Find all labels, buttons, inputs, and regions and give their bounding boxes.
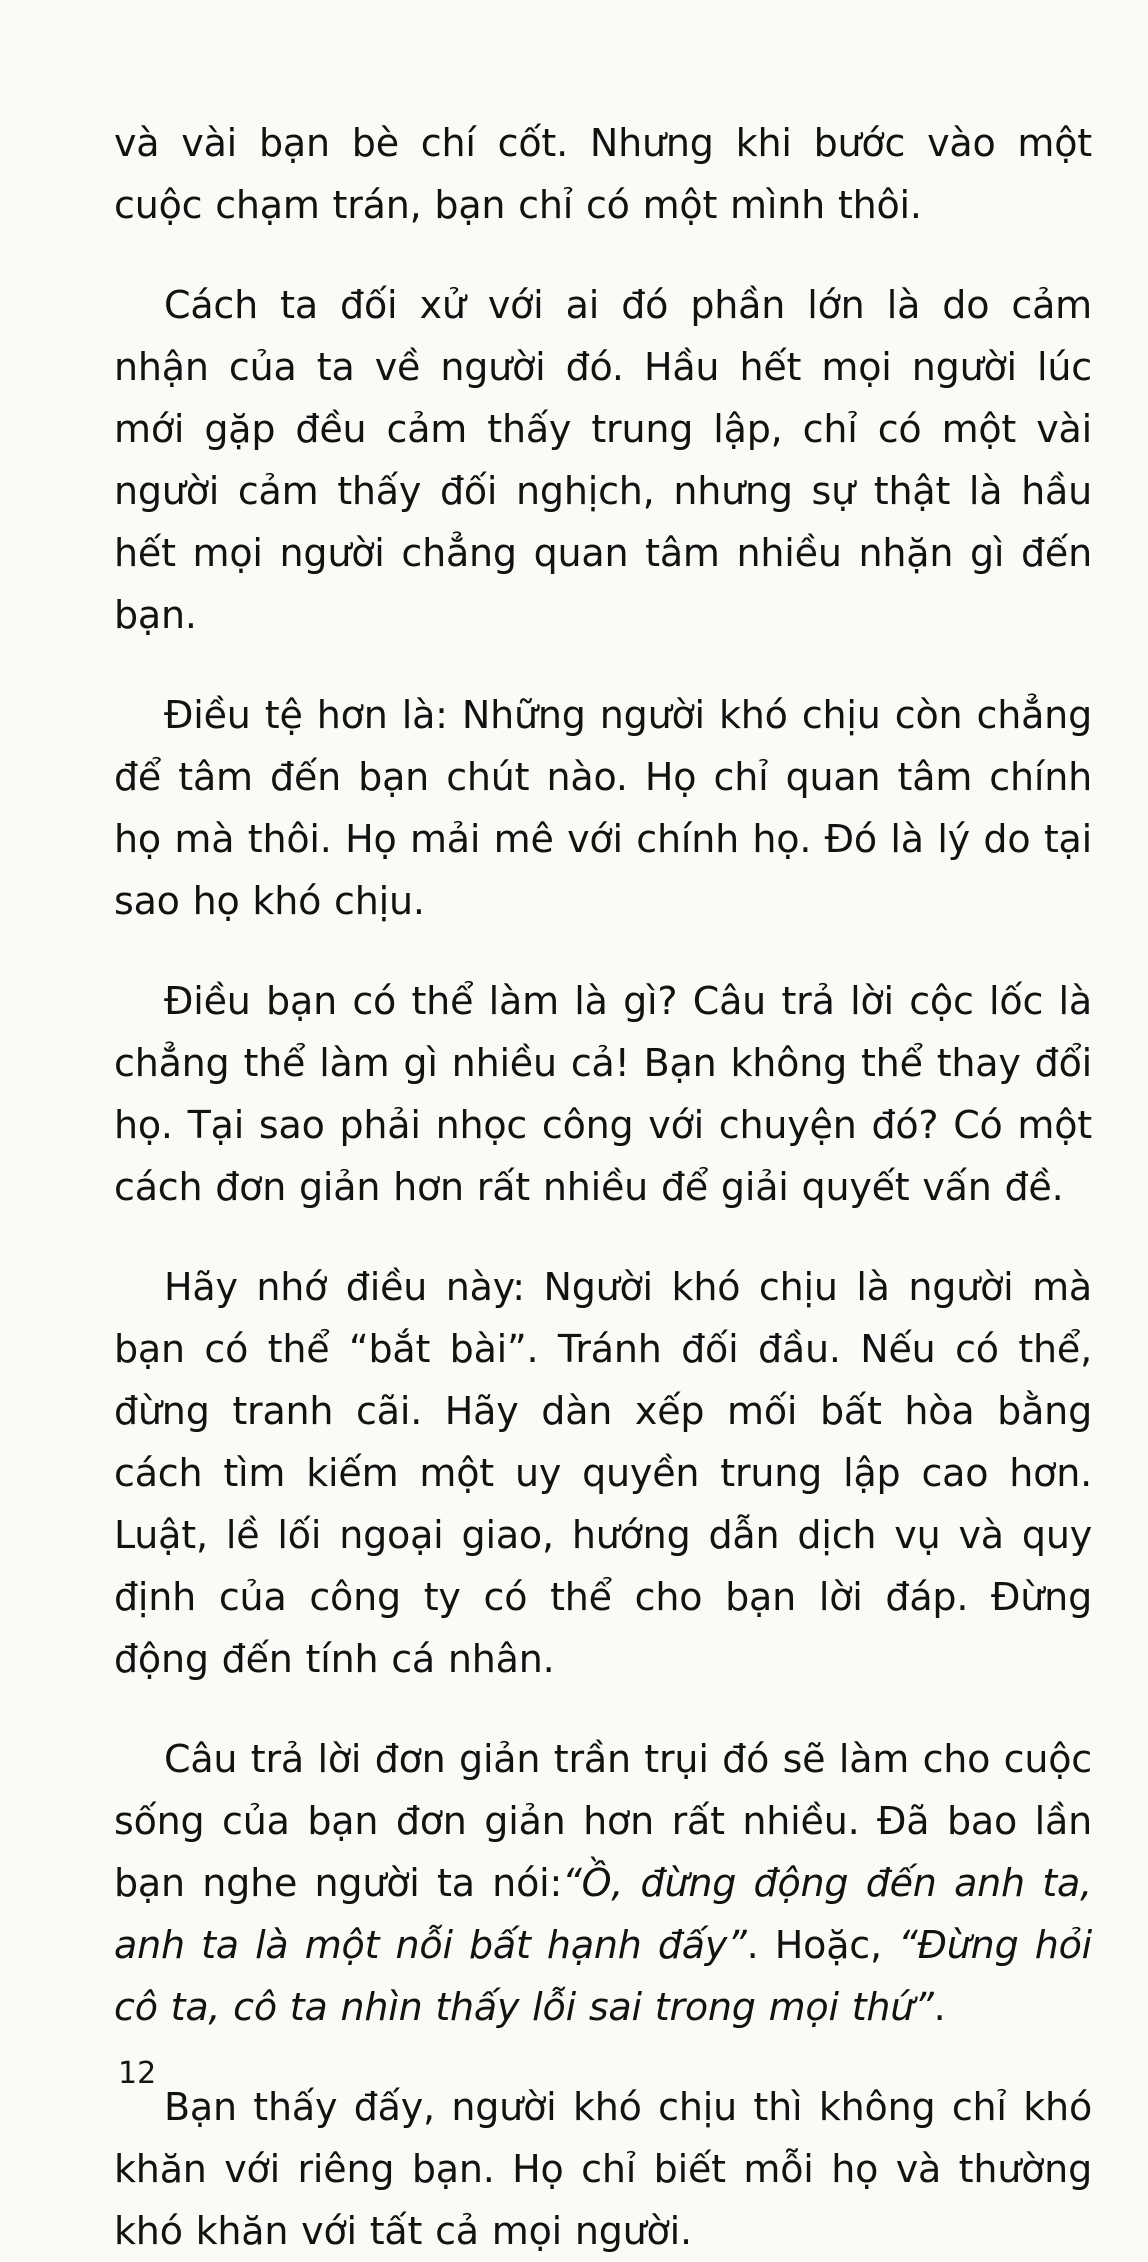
- quote-ending: .: [933, 1985, 946, 2029]
- italic-quote-one: “Ồ, đừng động đến anh ta, anh ta là một nỗi bất hạnh đấy”: [114, 1861, 1092, 1967]
- paragraph-perception: Cách ta đối xử với ai đó phần lớn là do cảm nhận của ta về người đó. Hầu hết mọi người lúc mới gặp đều cảm thấy trung lập, chỉ có một vài người cảm thấy đối nghịch, nhưng sự thật là hầu hết mọi người chẳng quan tâm nhiều nhặn gì đến bạn.: [114, 283, 1092, 637]
- italic-quote-two: “Đừng hỏi cô ta, cô ta nhìn thấy lỗi sai trong mọi thứ”: [114, 1923, 1092, 2029]
- paragraph-simple-answer-text: Câu trả lời đơn giản trần trụi đó sẽ làm cho cuộc sống của bạn đơn giản hơn rất nhiều. Đã bao lần bạn nghe người ta nói:: [114, 1737, 1092, 1905]
- paragraph-what-to-do: Điều bạn có thể làm là gì? Câu trả lời cộc lốc là chẳng thể làm gì nhiều cả! Bạn không thể thay đổi họ. Tại sao phải nhọc công với chuyện đó? Có một cách đơn giản hơn rất nhiều để giải quyết vấn đề.: [114, 979, 1092, 1209]
- page-number: 12: [118, 2056, 157, 2091]
- paragraph-remember: Hãy nhớ điều này: Người khó chịu là người mà bạn có thể “bắt bài”. Tránh đối đầu. Nếu có thể, đừng tranh cãi. Hãy dàn xếp mối bất hòa bằng cách tìm kiếm một uy quyền trung lập cao hơn. Luật, lề lối ngoại giao, hướng dẫn dịch vụ và quy định của công ty có thể cho bạn lời đáp. Đừng động đến tính cá nhân.: [114, 1265, 1092, 1681]
- paragraph-continuation: và vài bạn bè chí cốt. Nhưng khi bước vào một cuộc chạm trán, bạn chỉ có một mình thôi.: [114, 121, 1092, 227]
- paragraph-simple-answer: [114, 1728, 1092, 2038]
- body-text: [114, 112, 1092, 2262]
- quote-separator: . Hoặc,: [746, 1923, 899, 1967]
- paragraph-everyone: Bạn thấy đấy, người khó chịu thì không chỉ khó khăn với riêng bạn. Họ chỉ biết mỗi họ và thường khó khăn với tất cả mọi người.: [114, 2085, 1092, 2253]
- paragraph-worse: Điều tệ hơn là: Những người khó chịu còn chẳng để tâm đến bạn chút nào. Họ chỉ quan tâm chính họ mà thôi. Họ mải mê với chính họ. Đó là lý do tại sao họ khó chịu.: [114, 693, 1092, 923]
